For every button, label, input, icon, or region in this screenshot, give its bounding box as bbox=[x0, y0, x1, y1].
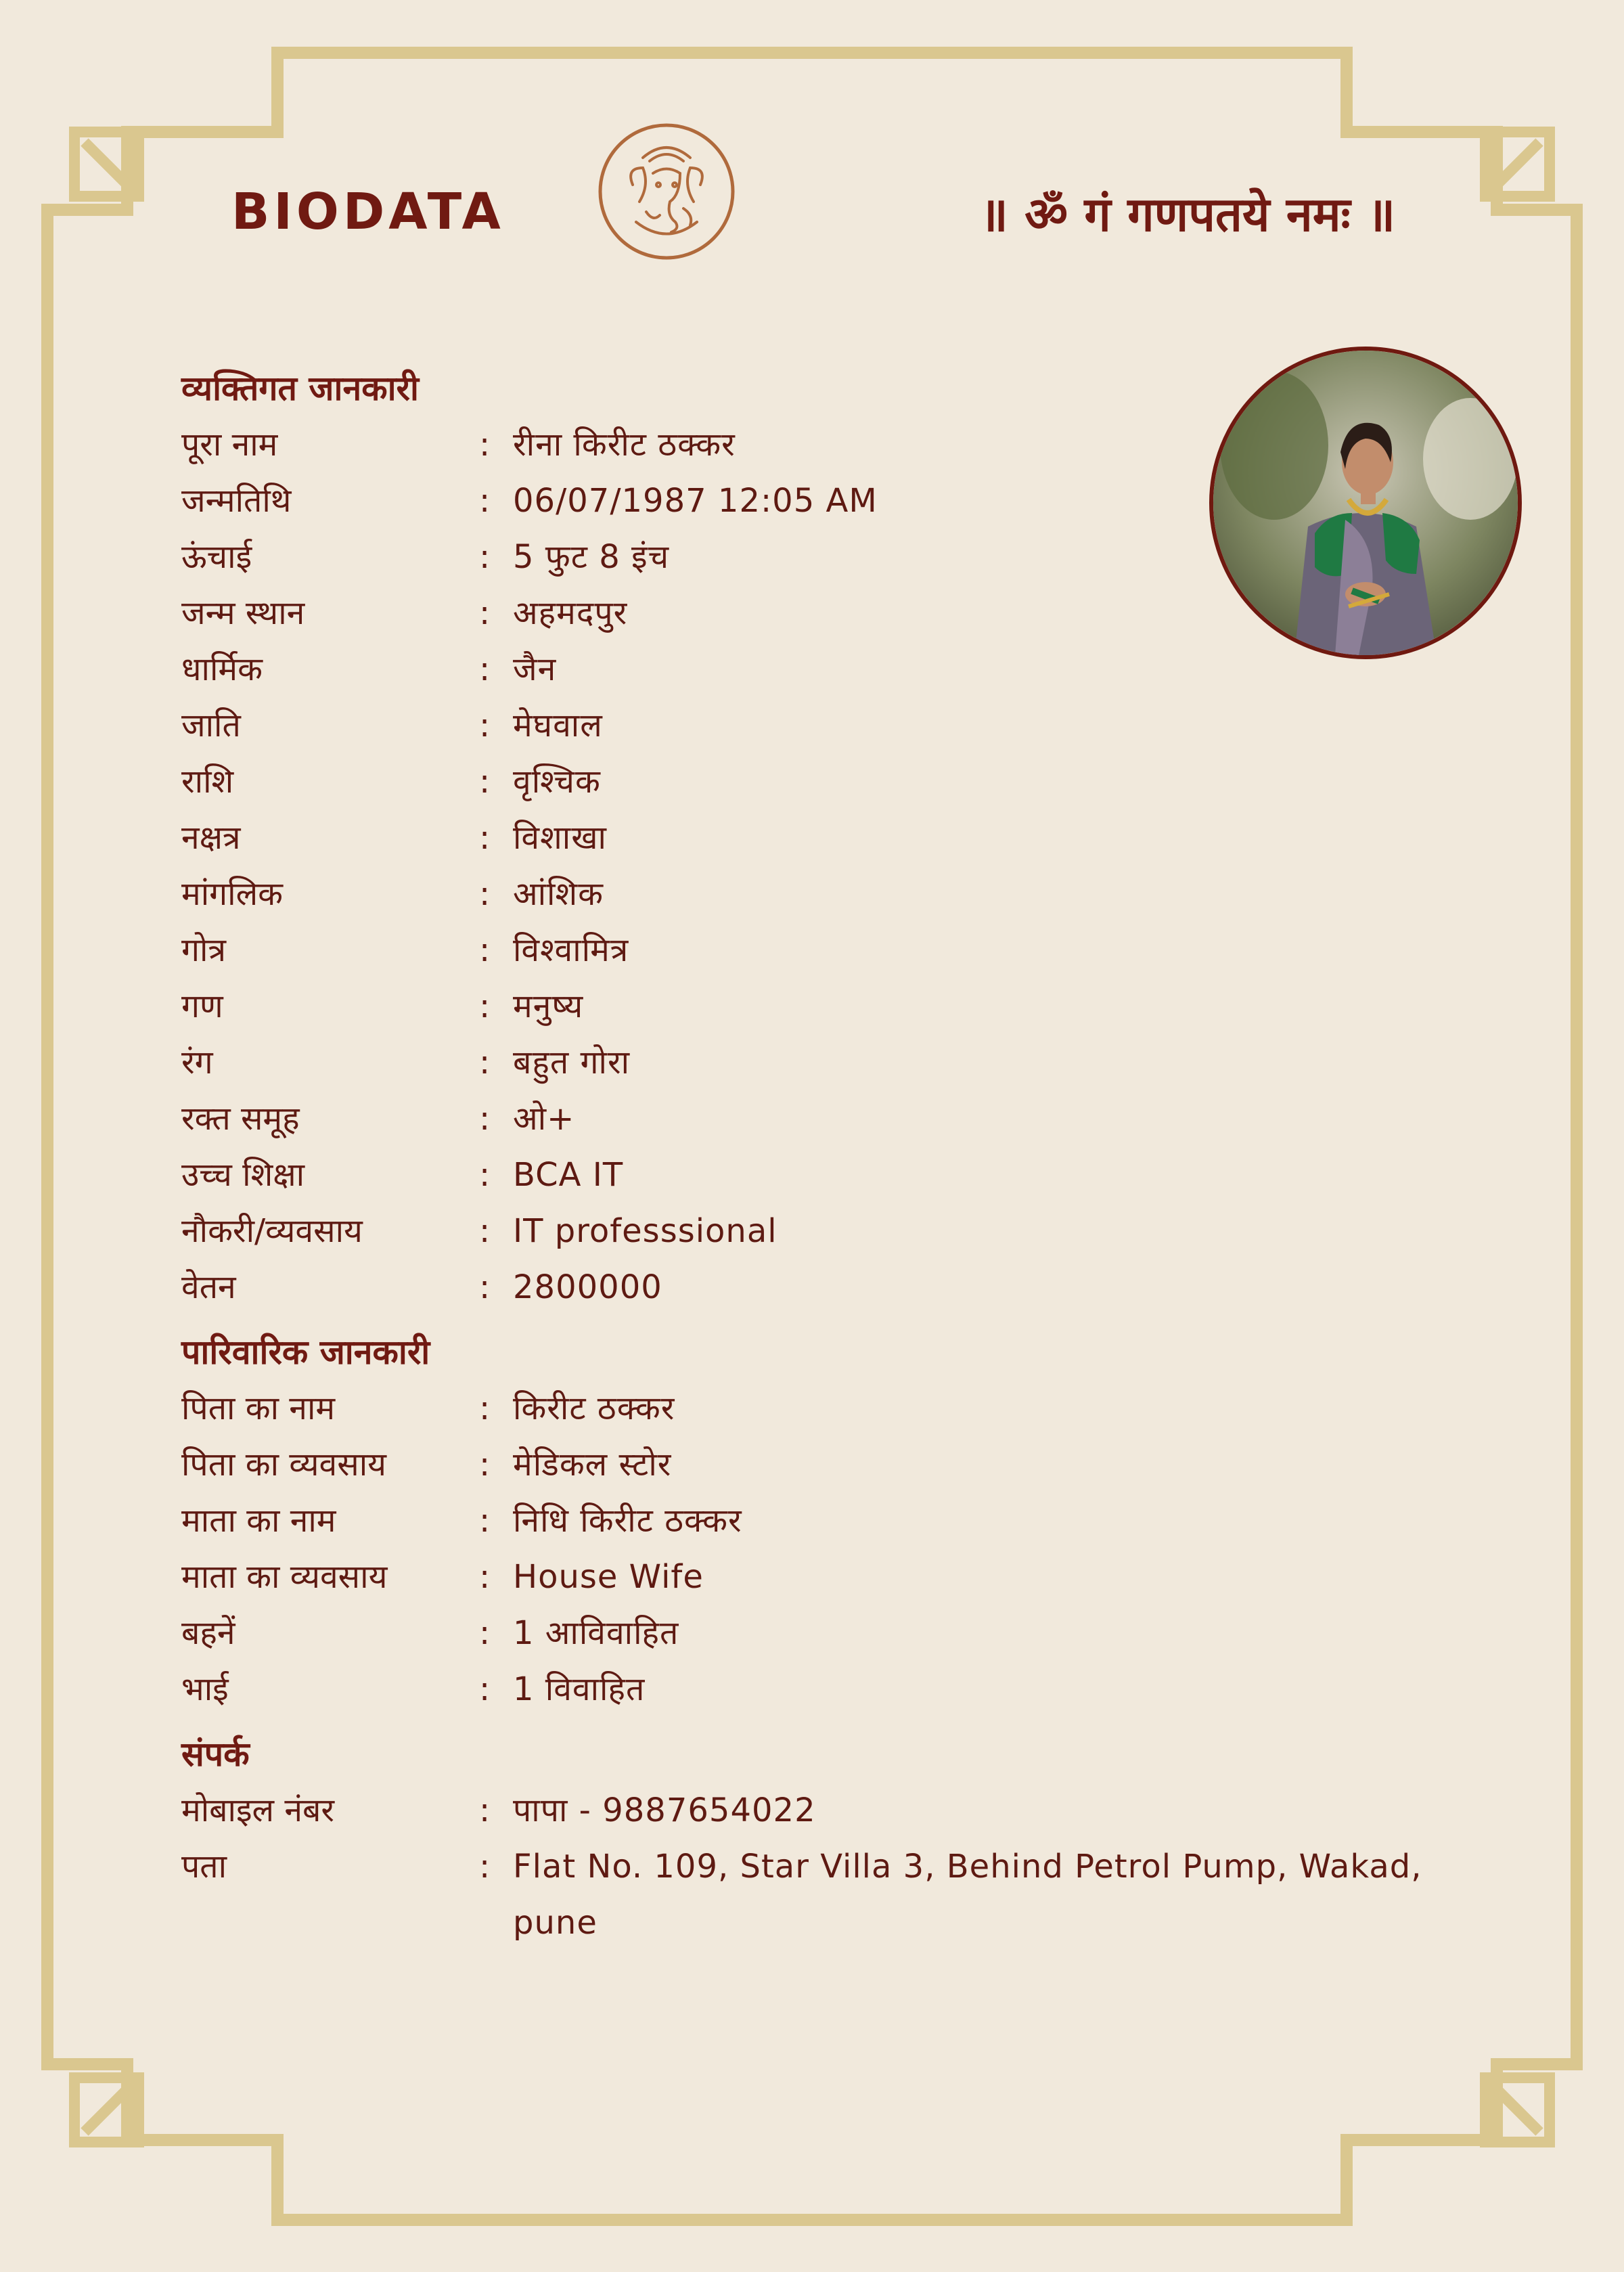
detail-separator: : bbox=[479, 763, 491, 801]
detail-separator: : bbox=[479, 1100, 491, 1138]
detail-label: नौकरी/व्यवसाय bbox=[181, 1212, 363, 1250]
detail-separator: : bbox=[479, 931, 491, 969]
detail-separator: : bbox=[479, 1670, 491, 1708]
detail-row bbox=[181, 1203, 1453, 1260]
detail-row bbox=[181, 979, 1453, 1035]
detail-separator: : bbox=[479, 482, 491, 520]
detail-value: House Wife bbox=[513, 1558, 704, 1596]
detail-value: विश्वामित्र bbox=[513, 931, 629, 969]
detail-label: माता का व्यवसाय bbox=[181, 1558, 388, 1596]
detail-label: जन्मतिथि bbox=[181, 482, 292, 520]
detail-row bbox=[181, 810, 1453, 866]
detail-label: पूरा नाम bbox=[181, 426, 278, 464]
detail-value: Flat No. 109, Star Villa 3, Behind Petrol Pump, Wakad, pune bbox=[513, 1848, 1422, 1942]
detail-separator: : bbox=[479, 1614, 491, 1652]
detail-value: निधि किरीट ठक्कर bbox=[513, 1502, 742, 1540]
detail-row bbox=[181, 1035, 1453, 1091]
detail-value: विशाखा bbox=[513, 819, 607, 857]
detail-row bbox=[181, 1260, 1453, 1316]
detail-value: बहुत गोरा bbox=[513, 1044, 631, 1082]
detail-label: माता का नाम bbox=[181, 1502, 336, 1540]
detail-label: गोत्र bbox=[181, 931, 226, 969]
detail-separator: : bbox=[479, 1268, 491, 1306]
detail-separator: : bbox=[479, 1212, 491, 1250]
ganesha-icon bbox=[595, 120, 738, 263]
detail-separator: : bbox=[479, 707, 491, 744]
detail-separator: : bbox=[479, 538, 491, 576]
detail-row bbox=[181, 1839, 1453, 1951]
detail-value: 2800000 bbox=[513, 1268, 662, 1306]
detail-separator: : bbox=[479, 1791, 491, 1829]
detail-label: भाई bbox=[181, 1670, 229, 1708]
detail-label: पिता का व्यवसाय bbox=[181, 1446, 386, 1484]
detail-label: नक्षत्र bbox=[181, 819, 241, 857]
section-heading-contact: संपर्क bbox=[181, 1735, 250, 1774]
detail-value: IT professsional bbox=[513, 1212, 777, 1250]
detail-row bbox=[181, 698, 1453, 754]
detail-label: बहनें bbox=[181, 1614, 235, 1652]
detail-label: वेतन bbox=[181, 1268, 236, 1306]
detail-separator: : bbox=[479, 1558, 491, 1596]
detail-label: मोबाइल नंबर bbox=[181, 1791, 335, 1829]
detail-value: पापा - 9887654022 bbox=[513, 1791, 816, 1829]
detail-value: किरीट ठक्कर bbox=[513, 1389, 675, 1427]
detail-separator: : bbox=[479, 426, 491, 464]
biodata-content bbox=[181, 360, 1453, 1951]
detail-label: उच्च शिक्षा bbox=[181, 1156, 305, 1194]
detail-row bbox=[181, 1091, 1453, 1147]
detail-value: अहमदपुर bbox=[513, 594, 628, 632]
detail-separator: : bbox=[479, 650, 491, 688]
detail-label: गण bbox=[181, 987, 223, 1025]
detail-label: जाति bbox=[181, 707, 241, 744]
detail-label: ऊंचाई bbox=[181, 538, 252, 576]
section-heading-family: पारिवारिक जानकारी bbox=[181, 1333, 430, 1372]
detail-value: आंशिक bbox=[513, 875, 604, 913]
detail-row bbox=[181, 1493, 1453, 1549]
detail-row bbox=[181, 1549, 1453, 1605]
detail-row bbox=[181, 585, 1453, 642]
detail-value: 06/07/1987 12:05 AM bbox=[513, 482, 878, 520]
detail-label: पिता का नाम bbox=[181, 1389, 336, 1427]
detail-value: जैन bbox=[513, 650, 557, 688]
detail-label: मांगलिक bbox=[181, 875, 284, 913]
detail-separator: : bbox=[479, 1446, 491, 1484]
detail-separator: : bbox=[479, 1156, 491, 1194]
detail-value: मनुष्य bbox=[513, 987, 584, 1025]
detail-value: रीना किरीट ठक्कर bbox=[513, 426, 736, 464]
section-heading-personal: व्यक्तिगत जानकारी bbox=[181, 369, 419, 408]
personal-details bbox=[181, 417, 1453, 1316]
detail-row bbox=[181, 642, 1453, 698]
detail-separator: : bbox=[479, 875, 491, 913]
mantra-heading: ॥ ॐ गं गणपतये नमः ॥ bbox=[979, 187, 1395, 242]
detail-separator: : bbox=[479, 819, 491, 857]
detail-value: 1 विवाहित bbox=[513, 1670, 646, 1708]
detail-value: मेडिकल स्टोर bbox=[513, 1446, 672, 1484]
detail-separator: : bbox=[479, 1848, 491, 1886]
detail-row bbox=[181, 1662, 1453, 1718]
detail-label: धार्मिक bbox=[181, 650, 263, 688]
detail-value: ओ+ bbox=[513, 1100, 575, 1138]
detail-value: वृश्चिक bbox=[513, 763, 601, 801]
detail-value: BCA IT bbox=[513, 1156, 624, 1194]
detail-label: पता bbox=[181, 1848, 227, 1886]
detail-row bbox=[181, 1605, 1453, 1662]
detail-row bbox=[181, 473, 1453, 529]
detail-row bbox=[181, 866, 1453, 922]
detail-row bbox=[181, 1783, 1453, 1839]
detail-label: रक्त समूह bbox=[181, 1100, 300, 1138]
detail-row bbox=[181, 529, 1453, 585]
detail-label: रंग bbox=[181, 1044, 213, 1082]
detail-value: मेघवाल bbox=[513, 707, 603, 744]
detail-separator: : bbox=[479, 1389, 491, 1427]
family-details bbox=[181, 1381, 1453, 1718]
detail-label: राशि bbox=[181, 763, 234, 801]
detail-value: 5 फुट 8 इंच bbox=[513, 538, 670, 576]
detail-row bbox=[181, 417, 1453, 473]
detail-row bbox=[181, 754, 1453, 810]
detail-separator: : bbox=[479, 987, 491, 1025]
detail-label: जन्म स्थान bbox=[181, 594, 305, 632]
detail-separator: : bbox=[479, 1044, 491, 1082]
detail-separator: : bbox=[479, 594, 491, 632]
detail-row bbox=[181, 1381, 1453, 1437]
detail-row bbox=[181, 1437, 1453, 1493]
contact-details bbox=[181, 1783, 1453, 1951]
detail-separator: : bbox=[479, 1502, 491, 1540]
page-title: BIODATA bbox=[231, 183, 505, 241]
detail-row bbox=[181, 1147, 1453, 1203]
detail-row bbox=[181, 922, 1453, 979]
detail-value: 1 आविवाहित bbox=[513, 1614, 679, 1652]
